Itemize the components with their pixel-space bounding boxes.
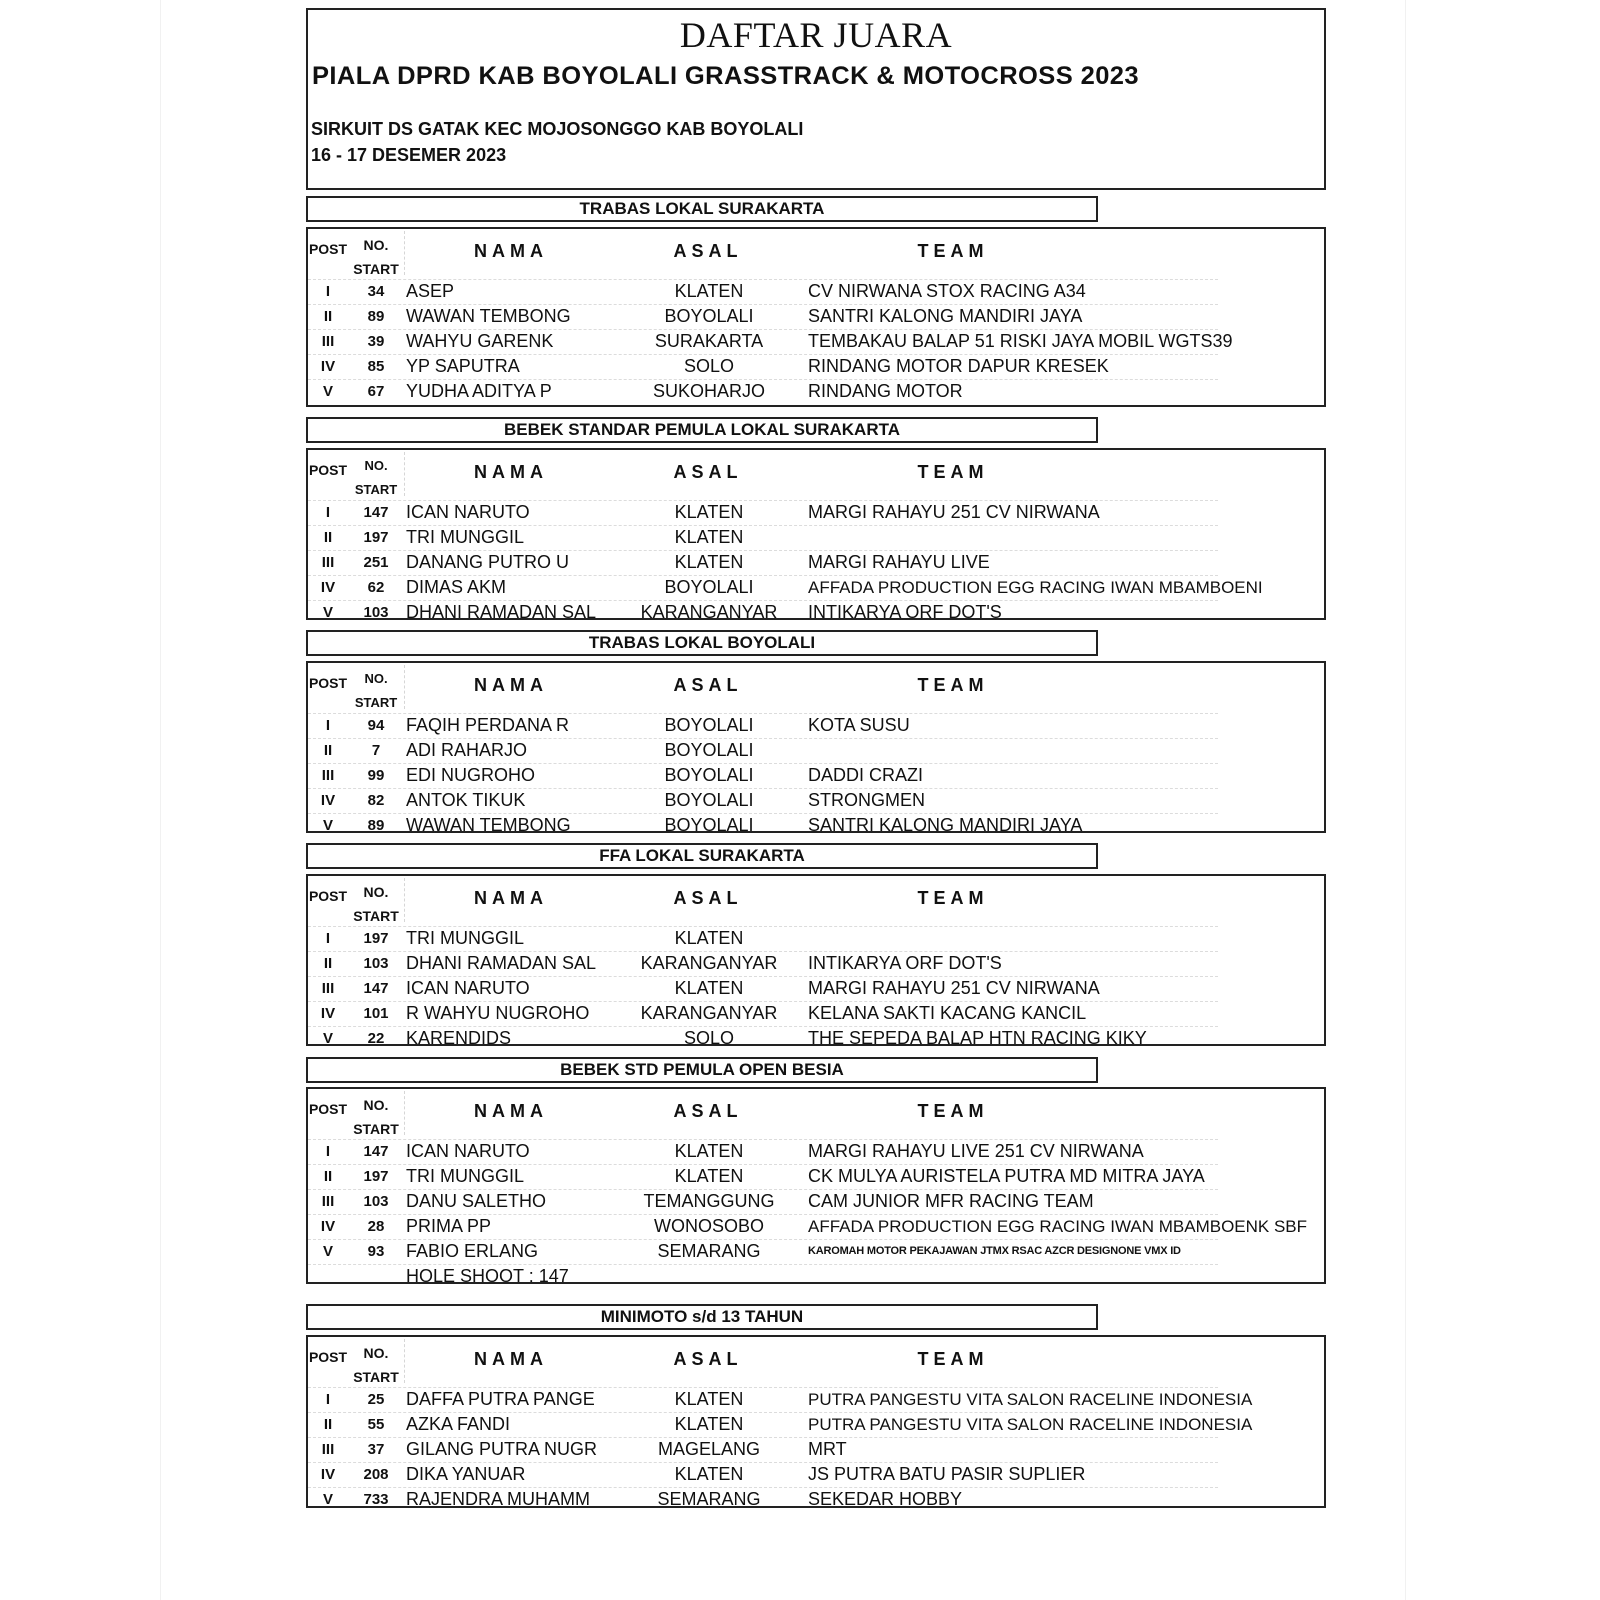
position-cell: I [325, 283, 331, 300]
origin-cell: KLATEN [674, 1141, 744, 1161]
origin-cell: KLATEN [674, 281, 744, 301]
column-header-asal: ASAL [673, 241, 743, 261]
team-cell: MRT [808, 1439, 847, 1459]
column-header-no-line2: START [354, 482, 398, 497]
column-header-post: POST [308, 241, 348, 257]
column-header-no-line1: NO. [363, 237, 389, 253]
position-cell: I [325, 1391, 331, 1408]
position-cell: III [321, 767, 335, 784]
start-number-cell: 94 [367, 717, 385, 734]
team-cell: INTIKARYA ORF DOT'S [808, 953, 1002, 973]
position-cell: I [325, 930, 331, 947]
table-row [308, 1437, 1324, 1462]
table-row [308, 1412, 1324, 1437]
position-cell: V [322, 383, 333, 400]
start-number-cell: 28 [367, 1218, 385, 1235]
table-row [308, 279, 1324, 304]
start-number-cell: 7 [371, 742, 381, 759]
start-number-cell: 39 [367, 333, 385, 350]
rider-name-cell: ASEP [406, 281, 455, 301]
team-cell: TEMBAKAU BALAP 51 RISKI JAYA MOBIL WGTS39 [808, 331, 1233, 351]
results-table [306, 227, 1326, 407]
column-header-team: TEAM [917, 1349, 989, 1369]
rider-name-cell: AZKA FANDI [406, 1414, 511, 1434]
team-cell: INTIKARYA ORF DOT'S [808, 602, 1002, 622]
results-table [306, 448, 1326, 620]
rider-name-cell: ADI RAHARJO [406, 740, 528, 760]
origin-cell: KLATEN [674, 928, 744, 948]
rider-name-cell: YP SAPUTRA [406, 356, 520, 376]
team-cell: AFFADA PRODUCTION EGG RACING IWAN MBAMBOENI [808, 578, 1263, 597]
section-title: TRABAS LOKAL BOYOLALI [306, 630, 1098, 656]
table-row [308, 926, 1324, 951]
table-row [308, 329, 1324, 354]
table-row-note [308, 1264, 1324, 1289]
team-cell: SANTRI KALONG MANDIRI JAYA [808, 815, 1083, 835]
position-cell: IV [320, 1218, 336, 1235]
table-row [308, 1026, 1324, 1051]
position-cell: II [323, 742, 333, 759]
table-row [308, 951, 1324, 976]
column-header-no-start [348, 454, 404, 502]
rider-name-cell: FABIO ERLANG [406, 1241, 539, 1261]
table-row [308, 600, 1324, 625]
start-number-cell: 37 [367, 1441, 385, 1458]
column-header-no-start [348, 667, 404, 715]
table-row [308, 1001, 1324, 1026]
column-header-no-line2: START [354, 695, 398, 710]
position-cell: IV [320, 358, 336, 375]
column-header-no-line2: START [353, 1121, 399, 1137]
event-title: PIALA DPRD KAB BOYOLALI GRASSTRACK & MOTOCROSS 2023 [312, 62, 1139, 90]
position-cell: III [321, 980, 335, 997]
start-number-cell: 101 [363, 1005, 389, 1022]
column-divider [404, 1339, 405, 1383]
section-title: TRABAS LOKAL SURAKARTA [306, 196, 1098, 222]
start-number-cell: 93 [367, 1243, 385, 1260]
rider-name-cell: RAJENDRA MUHAMM [406, 1489, 591, 1509]
origin-cell: BOYOLALI [664, 306, 754, 326]
start-number-cell: 251 [363, 554, 389, 571]
start-number-cell: 99 [367, 767, 385, 784]
rider-name-cell: DANANG PUTRO U [406, 552, 570, 572]
position-cell: V [322, 604, 333, 621]
position-cell: V [322, 1030, 333, 1047]
origin-cell: KLATEN [674, 527, 744, 547]
origin-cell: KLATEN [674, 1464, 744, 1484]
column-header-post: POST [308, 888, 348, 904]
position-cell: II [323, 955, 333, 972]
rider-name-cell: DIKA YANUAR [406, 1464, 526, 1484]
column-header-nama: NAMA [474, 888, 548, 908]
table-row [308, 1387, 1324, 1412]
table-row [308, 713, 1324, 738]
position-cell: I [325, 1143, 331, 1160]
table-row [308, 976, 1324, 1001]
page-edge-right [1405, 0, 1406, 1600]
start-number-cell: 89 [367, 817, 385, 834]
position-cell: III [321, 333, 335, 350]
position-cell: V [322, 817, 333, 834]
rider-name-cell: PRIMA PP [406, 1216, 492, 1236]
section-title: MINIMOTO s/d 13 TAHUN [306, 1304, 1098, 1330]
start-number-cell: 147 [363, 1143, 389, 1160]
page-edge-left [160, 0, 161, 1600]
column-header-no-line1: NO. [363, 1097, 389, 1113]
table-row [308, 575, 1324, 600]
position-cell: II [323, 308, 333, 325]
origin-cell: WONOSOBO [653, 1216, 764, 1236]
rider-name-cell: EDI NUGROHO [406, 765, 536, 785]
position-cell: IV [320, 792, 336, 809]
team-cell: MARGI RAHAYU 251 CV NIRWANA [808, 502, 1100, 522]
start-number-cell: 55 [367, 1416, 385, 1433]
origin-cell: TEMANGGUNG [643, 1191, 775, 1211]
column-header-nama: NAMA [474, 675, 548, 695]
table-body [308, 1139, 1324, 1289]
results-table [306, 661, 1326, 833]
column-divider [404, 1091, 405, 1135]
origin-cell: SUKOHARJO [652, 381, 766, 401]
results-table [306, 1335, 1326, 1508]
column-header-no-line2: START [353, 261, 399, 277]
position-cell: IV [320, 579, 336, 596]
start-number-cell: 197 [363, 529, 389, 546]
origin-cell: BOYOLALI [664, 715, 754, 735]
table-row [308, 1139, 1324, 1164]
rider-name-cell: ICAN NARUTO [406, 1141, 530, 1161]
rider-name-cell: GILANG PUTRA NUGR [406, 1439, 598, 1459]
team-cell: RINDANG MOTOR [808, 381, 963, 401]
table-row [308, 788, 1324, 813]
column-divider [404, 878, 405, 922]
start-number-cell: 103 [363, 955, 389, 972]
rider-name-cell: ANTOK TIKUK [406, 790, 526, 810]
table-row [308, 738, 1324, 763]
column-header-team: TEAM [917, 1101, 989, 1121]
start-number-cell: 62 [367, 579, 385, 596]
table-row [308, 1239, 1324, 1264]
origin-cell: SOLO [683, 1028, 735, 1048]
team-cell: PUTRA PANGESTU VITA SALON RACELINE INDONESIA [808, 1415, 1253, 1434]
start-number-cell: 89 [367, 308, 385, 325]
position-cell: IV [320, 1005, 336, 1022]
rider-name-cell: R WAHYU NUGROHO [406, 1003, 590, 1023]
position-cell: II [323, 1168, 333, 1185]
table-row [308, 1462, 1324, 1487]
start-number-cell: 25 [367, 1391, 385, 1408]
start-number-cell: 103 [363, 604, 389, 621]
rider-name-cell: FAQIH PERDANA R [406, 715, 570, 735]
section-title: BEBEK STD PEMULA OPEN BESIA [306, 1057, 1098, 1083]
team-cell: MARGI RAHAYU 251 CV NIRWANA [808, 978, 1100, 998]
table-row [308, 1487, 1324, 1512]
table-row [308, 354, 1324, 379]
origin-cell: KLATEN [674, 978, 744, 998]
table-row [308, 379, 1324, 404]
column-header-no-line1: NO. [363, 884, 389, 900]
table-row [308, 1164, 1324, 1189]
origin-cell: KLATEN [674, 1389, 744, 1409]
column-header-asal: ASAL [673, 462, 743, 482]
team-cell: KAROMAH MOTOR PEKAJAWAN JTMX RSAC AZCR DESIGNONE VMX ID [808, 1245, 1181, 1257]
column-header-asal: ASAL [673, 1349, 743, 1369]
column-header-team: TEAM [917, 675, 989, 695]
table-body [308, 279, 1324, 404]
column-header-no-line1: NO. [364, 671, 388, 686]
start-number-cell: 67 [367, 383, 385, 400]
results-table [306, 874, 1326, 1046]
column-header-team: TEAM [917, 462, 989, 482]
rider-name-cell: YUDHA ADITYA P [406, 381, 552, 401]
team-cell: PUTRA PANGESTU VITA SALON RACELINE INDONESIA [808, 1390, 1253, 1409]
column-header-asal: ASAL [673, 1101, 743, 1121]
rider-name-cell: TRI MUNGGIL [406, 527, 525, 547]
column-header-team: TEAM [917, 241, 989, 261]
document-title: DAFTAR JUARA [679, 15, 953, 55]
column-header-nama: NAMA [474, 241, 548, 261]
column-divider [404, 665, 405, 709]
start-number-cell: 147 [363, 504, 389, 521]
table-row [308, 500, 1324, 525]
start-number-cell: 103 [363, 1193, 389, 1210]
event-date: 16 - 17 DESEMER 2023 [311, 145, 507, 165]
column-header-no-start [348, 880, 404, 928]
origin-cell: SEMARANG [657, 1241, 761, 1261]
column-divider [404, 452, 405, 496]
rider-name-cell: ICAN NARUTO [406, 978, 530, 998]
position-cell: I [325, 717, 331, 734]
origin-cell: KARANGANYAR [640, 953, 778, 973]
start-number-cell: 22 [367, 1030, 385, 1047]
table-row [308, 763, 1324, 788]
team-cell: SANTRI KALONG MANDIRI JAYA [808, 306, 1083, 326]
rider-name-cell: DANU SALETHO [406, 1191, 547, 1211]
team-cell: STRONGMEN [808, 790, 925, 810]
position-cell: I [325, 504, 331, 521]
results-table [306, 1087, 1326, 1284]
team-cell: MARGI RAHAYU LIVE [808, 552, 990, 572]
rider-name-cell: TRI MUNGGIL [406, 1166, 525, 1186]
position-cell: V [322, 1491, 333, 1508]
column-header-post: POST [308, 1349, 348, 1365]
table-body [308, 713, 1324, 838]
column-header-no-start [348, 233, 404, 281]
position-cell: II [323, 1416, 333, 1433]
column-header-post: POST [308, 675, 348, 691]
column-header-nama: NAMA [474, 1349, 548, 1369]
position-cell: III [321, 1193, 335, 1210]
table-row [308, 304, 1324, 329]
team-cell: CV NIRWANA STOX RACING A34 [808, 281, 1086, 301]
start-number-cell: 85 [367, 358, 385, 375]
rider-name-cell: DHANI RAMADAN SAL [406, 953, 597, 973]
column-header-no-line2: START [353, 1369, 399, 1385]
event-venue: SIRKUIT DS GATAK KEC MOJOSONGGO KAB BOYOLALI [311, 119, 804, 139]
column-header-asal: ASAL [673, 675, 743, 695]
rider-name-cell: ICAN NARUTO [406, 502, 530, 522]
team-cell: MARGI RAHAYU LIVE 251 CV NIRWANA [808, 1141, 1144, 1161]
column-header-nama: NAMA [474, 462, 548, 482]
rider-name-cell: WAWAN TEMBONG [406, 306, 571, 326]
table-row [308, 1214, 1324, 1239]
document-header [306, 8, 1326, 190]
column-header-team: TEAM [917, 888, 989, 908]
column-header-no-start [348, 1341, 404, 1389]
rider-name-cell: TRI MUNGGIL [406, 928, 525, 948]
origin-cell: BOYOLALI [664, 790, 754, 810]
position-cell: II [323, 529, 333, 546]
position-cell: V [322, 1243, 333, 1260]
origin-cell: KARANGANYAR [640, 1003, 778, 1023]
origin-cell: SEMARANG [657, 1489, 761, 1509]
column-header-no-line1: NO. [364, 458, 388, 473]
team-cell: KELANA SAKTI KACANG KANCIL [808, 1003, 1087, 1023]
position-cell: IV [320, 1466, 336, 1483]
team-cell: RINDANG MOTOR DAPUR KRESEK [808, 356, 1109, 376]
rider-name-cell: WAWAN TEMBONG [406, 815, 571, 835]
start-number-cell: 197 [363, 1168, 389, 1185]
team-cell: KOTA SUSU [808, 715, 910, 735]
table-body [308, 1387, 1324, 1512]
start-number-cell: 82 [367, 792, 385, 809]
origin-cell: BOYOLALI [664, 815, 754, 835]
column-header-post: POST [308, 462, 348, 478]
team-cell: DADDI CRAZI [808, 765, 924, 785]
origin-cell: SURAKARTA [654, 331, 764, 351]
table-row [308, 550, 1324, 575]
origin-cell: KLATEN [674, 1414, 744, 1434]
column-header-asal: ASAL [673, 888, 743, 908]
start-number-cell: 147 [363, 980, 389, 997]
table-row [308, 525, 1324, 550]
column-header-post: POST [308, 1101, 348, 1117]
start-number-cell: 733 [363, 1491, 389, 1508]
table-row [308, 1189, 1324, 1214]
section-title: BEBEK STANDAR PEMULA LOKAL SURAKARTA [306, 417, 1098, 443]
origin-cell: MAGELANG [657, 1439, 761, 1459]
rider-name-cell: DHANI RAMADAN SAL [406, 602, 597, 622]
column-header-nama: NAMA [474, 1101, 548, 1121]
origin-cell: KLATEN [674, 1166, 744, 1186]
position-cell: III [321, 554, 335, 571]
section-title: FFA LOKAL SURAKARTA [306, 843, 1098, 869]
start-number-cell: 197 [363, 930, 389, 947]
origin-cell: SOLO [683, 356, 735, 376]
rider-name-cell: WAHYU GARENK [406, 331, 554, 351]
hole-shot-note: HOLE SHOOT : 147 [406, 1266, 569, 1286]
column-divider [404, 231, 405, 275]
rider-name-cell: DAFFA PUTRA PANGE [406, 1389, 595, 1409]
team-cell: CK MULYA AURISTELA PUTRA MD MITRA JAYA [808, 1166, 1205, 1186]
team-cell: THE SEPEDA BALAP HTN RACING KIKY [808, 1028, 1147, 1048]
rider-name-cell: DIMAS AKM [406, 577, 507, 597]
table-row [308, 813, 1324, 838]
column-header-no-start [348, 1093, 404, 1141]
team-cell: SEKEDAR HOBBY [808, 1489, 963, 1509]
start-number-cell: 208 [363, 1466, 389, 1483]
column-header-no-line2: START [353, 908, 399, 924]
team-cell: AFFADA PRODUCTION EGG RACING IWAN MBAMBOENK SBF [808, 1217, 1308, 1236]
rider-name-cell: KARENDIDS [406, 1028, 512, 1048]
origin-cell: BOYOLALI [664, 765, 754, 785]
team-cell: CAM JUNIOR MFR RACING TEAM [808, 1191, 1094, 1211]
table-body [308, 500, 1324, 625]
start-number-cell: 34 [367, 283, 385, 300]
table-body [308, 926, 1324, 1051]
position-cell: III [321, 1441, 335, 1458]
origin-cell: KLATEN [674, 502, 744, 522]
origin-cell: BOYOLALI [664, 740, 754, 760]
origin-cell: KARANGANYAR [640, 602, 778, 622]
column-header-no-line1: NO. [363, 1345, 389, 1361]
origin-cell: BOYOLALI [664, 577, 754, 597]
team-cell: JS PUTRA BATU PASIR SUPLIER [808, 1464, 1086, 1484]
origin-cell: KLATEN [674, 552, 744, 572]
